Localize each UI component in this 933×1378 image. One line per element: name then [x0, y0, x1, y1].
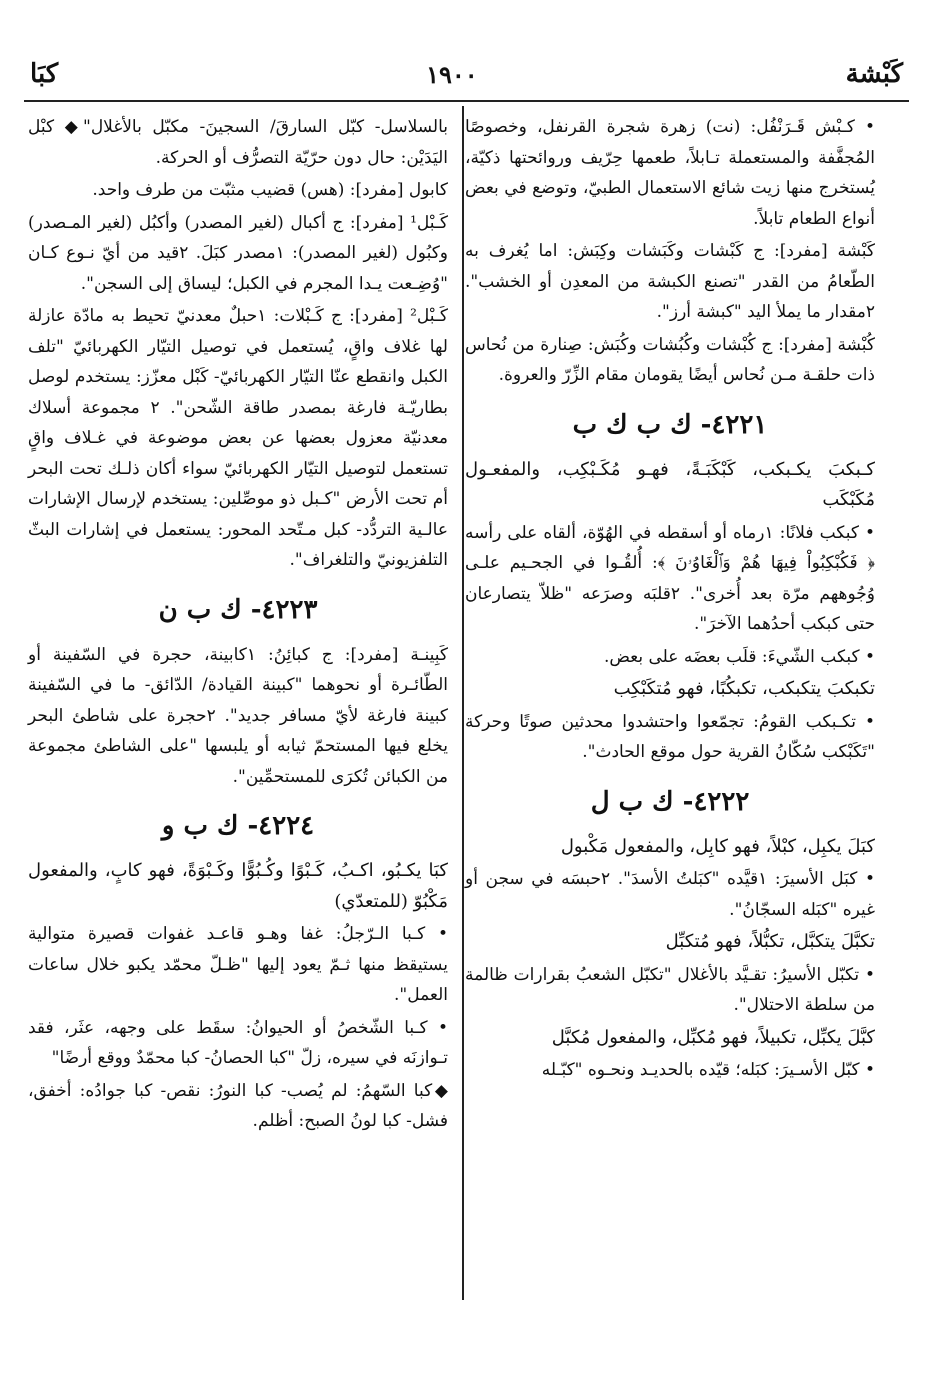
dictionary-entry: بالسلاسل- كبّل السارقَ/ السجينَ- مكبّل بالأغلال"◆ كبْل اليَدَيْن: حال دون حرّيّة التصرُّف أو الحركة.: [28, 117, 448, 168]
verb-conjugation-line: كبَلَ يكبِل، كبْلاً، فهو كابِل، والمفعول مَكْبول: [560, 835, 875, 857]
dictionary-entry: كَبِينـة [مفرد]: ج كبائِنُ: ١كابينة، حجرة في السّفينة أو الطّائـرة أو نحوهما "كبينة القيادة/ الدّائق- ما في السّفينة كبينة فارغة لأيّ مسافر جديد". ٢حجرة على شاطئ البحر يخلع فيها المستحمّ ثيابه أو يلبسها "على الشاطئ مجموعة من الكبائن تُكرَى للمستحمِّين".: [28, 644, 448, 787]
dictionary-entry: كُبْشة [مفرد]: ج كُبْشات وكُبُشات وكُبَش: صِنارة من نُحاس ذات حلقـة مـن نُحاس أيضًا يقومان مقام الزِّرّ والعروة.: [465, 334, 875, 385]
header-rule: [24, 100, 909, 102]
verb-conjugation-line: كـبكبَ يكـبكب، كَبْكَبَـةً، فهـو مُكَـبْكِب، والمفعـول مُكَبْكَب: [465, 458, 875, 510]
dictionary-entry: • كبَل الأسيرَ: ١قيَّده "كبَلتُ الأسدَ". ٢حبسَه في سجن أو غيره "كبَله السجّانُ".: [465, 869, 875, 920]
root-heading: ٤٢٢٣- ك ب ن: [158, 594, 318, 625]
left-column: [28, 112, 448, 1139]
header-guide-word-left: كبَا: [30, 59, 59, 89]
root-heading: ٤٢٢٤- ك ب و: [161, 811, 315, 841]
dictionary-entry: • كبّل الأسـيرَ: كبَله؛ قيّده بالحديـد ونحـوه "كبّـله: [541, 1060, 875, 1080]
verb-conjugation-line: تكبَّلَ يتكبَّل، تكبُّلاً، فهو مُتكبِّل: [665, 931, 875, 952]
verb-conjugation-line: كبَا يكـبُو، اكـبُ، كَـبْوًا وكُـبُوًّا وكَـبْوَةً، فهو كابٍ، والمفعول مَكْبُوّ (للمتعدّي): [28, 860, 448, 912]
dictionary-entry: كَـبْل² [مفرد]: ج كَـبْلات: ١حبلٌ معدنيّ تحيط به مادّة عازلة لها غلاف واقٍ، يُستعمل في توصيل التيّار الكهربائيّ "تلف الكبل وانقطع عنّا التيّار الكهربائيّ- كَبْل معزّز: يستخدم لوصل بطاريّـة فارغة بمصدر طاقة الشّحن". ٢ مجموعة أسلاك معدنيّة معزول بعضها عن بعض موضوعة في غـلاف واقٍ تستعمل لتوصيل التيّار الكهربائيّ سواء أكان ذلـك تحت البحر أم تحت الأرض "كـبل ذو موصِّلين: يستخدم لإرسال الإشارات عالـية التردُّد- كبل مـتّحد المحور: يستعمل في إشارات البثّ التلفزيونيّ والتلغراف".: [28, 306, 448, 570]
header-guide-word-right: كَبْشة: [845, 59, 903, 89]
verb-conjugation-line: تكبكبَ يتكبكب، تكبكُبًا، فهو مُتكَبْكِب: [613, 678, 875, 699]
column-divider: [462, 106, 464, 1300]
dictionary-entry: • كـبْش قَـرَنْفُل: (نت) زهرة شجرة القرنفل، وخصوصًا المُجفَّفة والمستعملة تـابلاً، طعمها حِرّيف وروائحتها ذكيّة، يُستخرج منها زيت شائع الاستعمال الطبيّ، وتوضع في بعض أنواع الطعام تابلاً.: [465, 117, 875, 229]
page-number: ١٩٠٠: [426, 59, 478, 89]
dictionary-entry: • تكبّل الأسيرُ: تقـيَّد بالأغلال "تكبّل الشعبُ بقرارات ظالمة من سلطة الاحتلال".: [465, 964, 875, 1015]
dictionary-entry: كَبْشة [مفرد]: ج كَبْشات وكَبَشات وكِبَش: اما يُغرف به الطّعامُ من القدر "تصنع الكبشة من المعدِن أو الخشب". ٢مقدار ما يملأ اليد "كبشة أرز".: [465, 241, 875, 322]
root-heading: ٤٢٢٢- ك ب ل: [590, 786, 750, 817]
dictionary-entry: كَـبْل¹ [مفرد]: ج أكبال (لغير المصدر) وأكبُل (لغير المـصدر) وكبُول (لغير المصدر): ١مصدر كبَلَ. ٢قيد من أيّ نـوع كـان "وُضِـعت يـدا المجرم في الكبل؛ ليساق إلى السجن".: [28, 212, 448, 294]
verb-conjugation-line: كبَّلَ يكبِّل، تكبيلاً، فهو مُكبِّل، والمفعول مُكبَّل: [551, 1026, 875, 1048]
dictionary-entry: • كـبا الـرّجلُ: غفا وهـو قاعـد غفوات قصيرة متوالية يستيقظ منها ثـمّ يعود إليها "ظـلّ محمّد يكبو خلال ساعات العمل".: [28, 924, 448, 1005]
right-column: [465, 112, 875, 1088]
dictionary-entry: • تكـبكب القومُ: تجمّعوا واحتشدوا محدثين صوتًا وحركة "تَكَبْكب سُكّانُ القرية حول موقع الحادث".: [465, 711, 875, 762]
dictionary-entry: • كبكب فلانًا: ١رماه أو أسقطه في الهُوّة، ألقاه على رأسه ﴿ فَكُبْكِبُواْ فِيهَا هُمْ وَٱلْغَاوُۥنَ ﴾: أُلقُـوا في الجحـيم علـى وُجُوههم مرّة بعد أُخرى". ٢قلبَه وصرَعه "ظلاّ يتصارعان حتى كبكب أحدُهما الآخرَ".: [465, 522, 876, 634]
dictionary-entry: • كـبا الشّخصُ أو الحيوانُ: سقَط على وجهه، عثَر، فقد تـوازنَه في سيره، زلّ "كبا الحصانُ- كبا محمّدٌ ووقع أرضًا": [28, 1017, 448, 1068]
page-header: [30, 54, 903, 94]
root-heading: ٤٢٢١- ك ب ك ب: [572, 409, 768, 440]
dictionary-entry: • كبكب الشّيءَ: قلَب بعضَه على بعض.: [603, 646, 875, 667]
dictionary-entry: ◆كبا السّهمُ: لم يُصب- كبا النورُ: نقص- كبا جوادُه: أخفق، فشل- كبا لونُ الصبح: أظلم.: [28, 1080, 448, 1131]
dictionary-entry: كابول [مفرد]: (هس) قضيب مثبّت من طرف واحد.: [92, 180, 448, 200]
